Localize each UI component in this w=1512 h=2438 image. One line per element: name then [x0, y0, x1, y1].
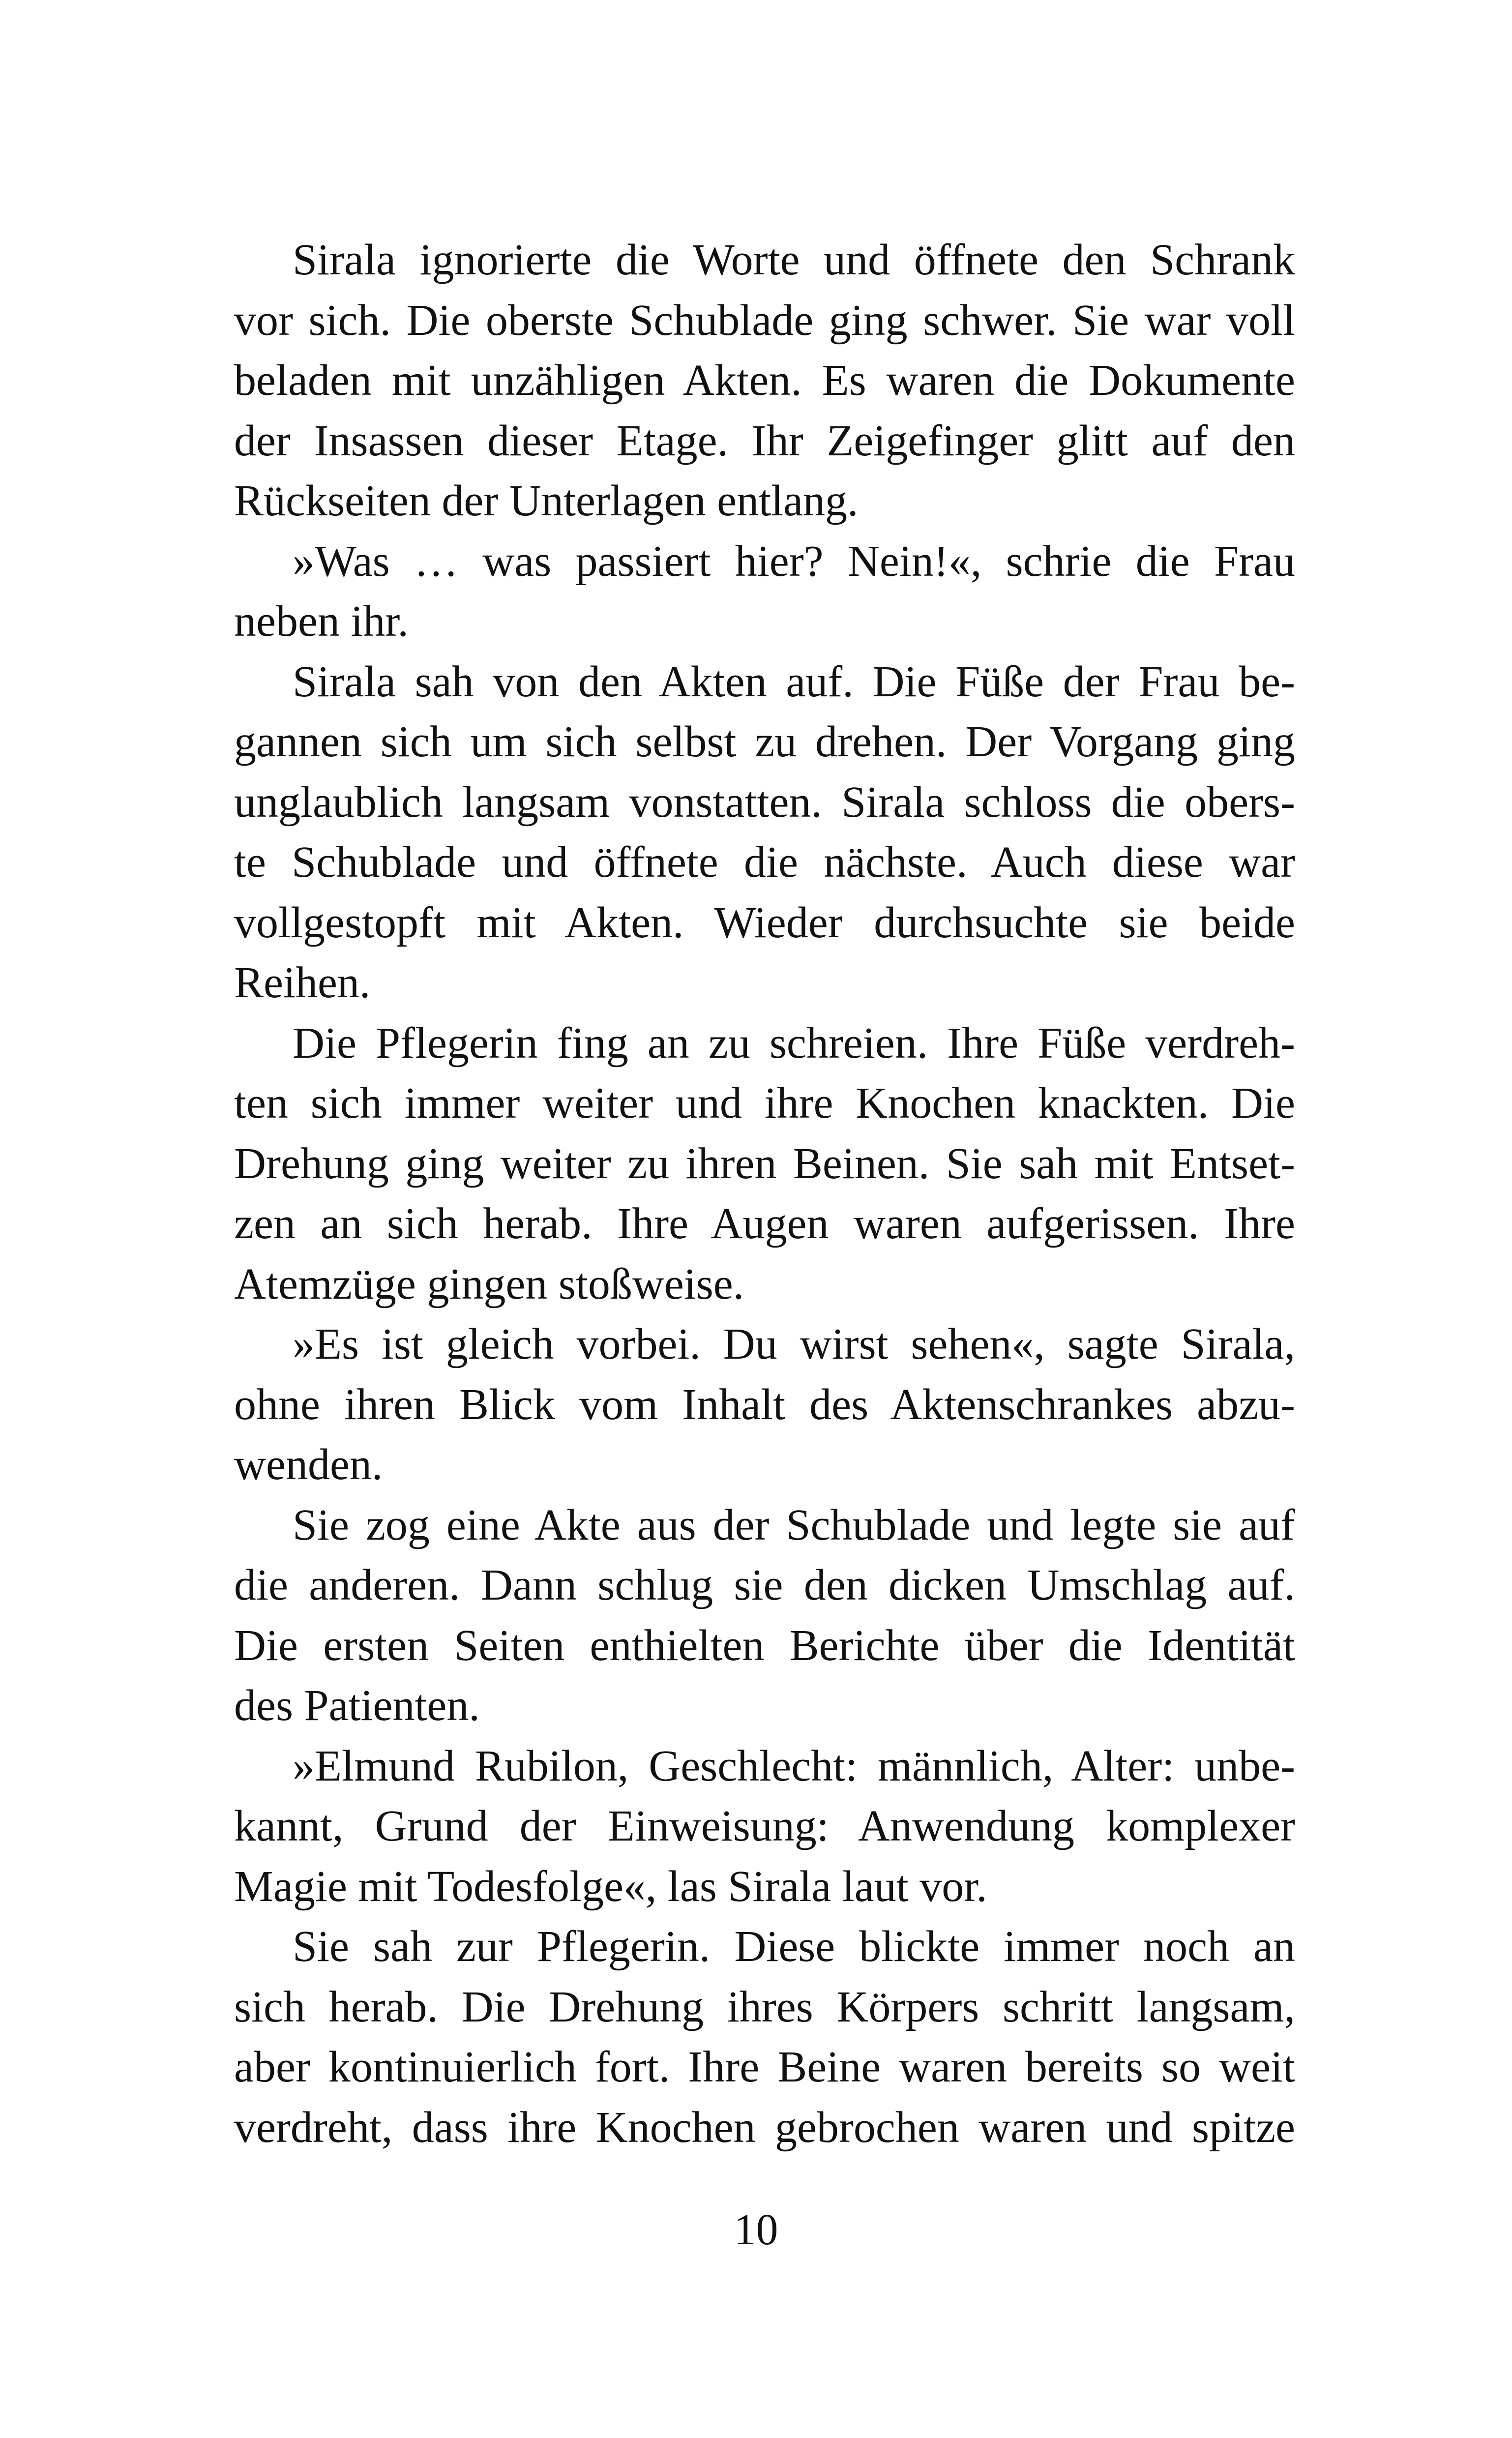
text-line: unglaublich langsam vonstatten. Sirala schloss die obers- [234, 777, 1295, 827]
text-line: kannt, Grund der Einweisung: Anwendung komplexer [234, 1802, 1295, 1850]
text-line: Die Pflegerin fing an zu schreien. Ihre Füße verdreh- [293, 1018, 1295, 1068]
text-line: Rückseiten der Unterlagen entlang. [234, 476, 859, 525]
text-line: »Es ist gleich vorbei. Du wirst sehen«, sagte Sirala, [293, 1320, 1295, 1368]
text-line: vollgestopft mit Akten. Wieder durchsuchte sie beide [234, 898, 1295, 947]
text-line: Sie sah zur Pflegerin. Diese blickte immer noch an [293, 1922, 1295, 1971]
text-line: vor sich. Die oberste Schublade ging schwer. Sie war voll [234, 296, 1295, 345]
text-line: die anderen. Dann schlug sie den dicken Umschlag auf. [234, 1561, 1295, 1609]
text-line: der Insassen dieser Etage. Ihr Zeigefinger glitt auf den [234, 416, 1295, 465]
text-line: des Patienten. [234, 1681, 480, 1730]
text-line: Sie zog eine Akte aus der Schublade und legte sie auf [293, 1500, 1295, 1549]
page-number: 10 [734, 2205, 778, 2254]
text-line: Die ersten Seiten enthielten Berichte über die Identität [234, 1621, 1295, 1670]
text-line: wenden. [234, 1440, 383, 1489]
text-line: Atemzüge gingen stoßweise. [234, 1259, 744, 1308]
text-line: ohne ihren Blick vom Inhalt des Aktenschrankes abzu- [234, 1380, 1295, 1429]
text-line: Sirala sah von den Akten auf. Die Füße der Frau be- [293, 657, 1295, 706]
text-line: gannen sich um sich selbst zu drehen. Der Vorgang ging [234, 717, 1295, 766]
text-line: verdreht, dass ihre Knochen gebrochen waren und spitze [234, 2103, 1295, 2152]
text-line: te Schublade und öffnete die nächste. Auch diese war [234, 838, 1295, 887]
body-text [234, 230, 1295, 2158]
text-line: aber kontinuierlich fort. Ihre Beine waren bereits so weit [234, 2043, 1295, 2091]
text-line: sich herab. Die Drehung ihres Körpers schritt langsam, [234, 1982, 1295, 2031]
text-line: ten sich immer weiter und ihre Knochen knackten. Die [234, 1079, 1295, 1128]
text-line: neben ihr. [234, 597, 409, 646]
text-line: Sirala ignorierte die Worte und öffnete den Schrank [293, 236, 1295, 284]
text-line: »Elmund Rubilon, Geschlecht: männlich, Alter: unbe- [293, 1741, 1295, 1790]
text-line: Reihen. [234, 958, 371, 1007]
text-line: Drehung ging weiter zu ihren Beinen. Sie sah mit Entset- [234, 1139, 1295, 1188]
text-line: Magie mit Todesfolge«, las Sirala laut vor. [234, 1862, 987, 1911]
text-line: zen an sich herab. Ihre Augen waren aufgerissen. Ihre [234, 1199, 1295, 1248]
text-line: »Was … was passiert hier? Nein!«, schrie die Frau [293, 536, 1295, 586]
text-line: beladen mit unzähligen Akten. Es waren die Dokumente [234, 356, 1295, 405]
